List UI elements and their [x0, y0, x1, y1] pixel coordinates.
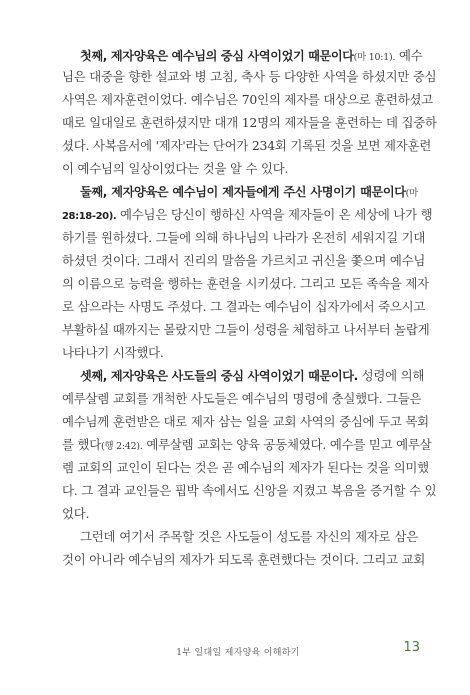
text-line: 때로 일대일로 훈련하셨지만 대개 12명의 제자들을 훈련하는 데 집중하 [62, 115, 437, 130]
text-line: 렘 교회의 교인이 된다는 것은 곧 예수님의 제자가 된다는 것을 의미했 [62, 460, 429, 475]
text-line: 셨다. 사복음서에 '제자'라는 단어가 234회 기록된 것을 보면 제자훈련 [62, 138, 432, 153]
text-line: 예루살렘 교회를 개척한 사도들은 예수님의 명령에 충실했다. 그들은 [62, 391, 422, 406]
text-line: 예수님께 훈련받은 대로 제자 삼는 일을 교회 사역의 중심에 두고 목회 [62, 414, 429, 429]
text-line: 그런데 여기서 주목할 것은 사도들이 성도를 자신의 제자로 삼은 [80, 529, 418, 544]
text-line: 로 삼으라는 사명도 주셨다. 그 결과는 예수님이 십자가에서 죽으시고 [62, 299, 426, 314]
running-footer-title: 1부 일대일 제자양육 이해하기 [176, 648, 300, 658]
text-line: 하기를 원하셨다. 그들에 의해 하나님의 나라가 온전히 세워지길 기대 [62, 230, 426, 245]
text-line: 나타나기 시작했다. [62, 345, 164, 360]
text-line: 하셨던 것이다. 그래서 진리의 말씀을 가르치고 귀신을 쫓으며 예수님 [62, 253, 426, 268]
text-line: 었다. [62, 506, 90, 521]
text-line: 셋째, 제자양육은 사도들의 중심 사역이었기 때문이다. 성령에 의해 [80, 368, 425, 383]
text-line: 의 이름으로 능력을 행하는 훈련을 시키셨다. 그리고 모든 족속을 제자 [62, 276, 429, 291]
text-line: 28:18-20). 예수님은 당신이 행하신 사역을 제자들이 온 세상에 나가 행 [62, 207, 433, 222]
text-line: 부활하실 때까지는 몰랐지만 그들이 성령을 체험하고 나서부터 놀랍게 [62, 322, 430, 337]
text-line: 사역은 제자훈련이었다. 예수님은 70인의 제자를 대상으로 훈련하셨고 [62, 92, 434, 107]
text-line: 다. 그 결과 교인들은 핍박 속에서도 신앙을 지켰고 복음을 증거할 수 있 [62, 483, 437, 498]
text-line: 를 했다(행 2:42). 예루살렘 교회는 양육 공동체였다. 예수를 믿고 예루살 [62, 437, 432, 452]
text-line: 것이 아니라 예수님의 제자가 되도록 훈련했다는 것이다. 그리고 교회 [62, 552, 426, 567]
text-line: 이 예수님의 일상이었다는 것을 알 수 있다. [62, 161, 289, 176]
text-line: 둘째, 제자양육은 예수님이 제자들에게 주신 사명이기 때문이다(마 [80, 185, 418, 199]
text-line: 첫째, 제자양육은 예수님의 중심 사역이었기 때문이다(마 10:1). 예수 [80, 48, 423, 63]
text-line: 님은 대중을 향한 설교와 병 고침, 축사 등 다양한 사역을 하셨지만 중심 [62, 69, 437, 84]
page-number: 13 [403, 640, 420, 655]
